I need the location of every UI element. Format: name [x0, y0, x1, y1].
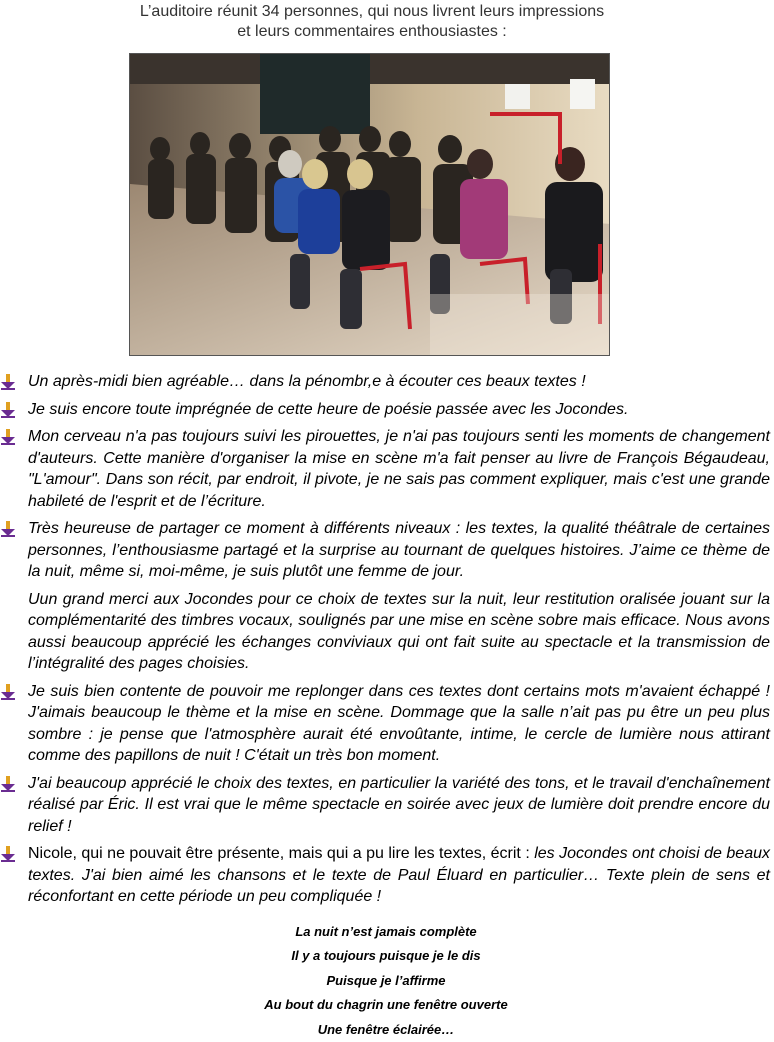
intro-line-1: L’auditoire réunit 34 personnes, qui nous livrent leurs impressions [139, 3, 605, 20]
comment-text: J'ai beaucoup apprécié le choix des textes, en particulier la variété des tons, et le travail d'enchaînement réalisé par Éric. Il est vrai que le même spectacle en soirée avec jeux de lumière doit prendre encore du relief ! [28, 774, 770, 835]
arrow-down-bullet-icon [0, 776, 16, 792]
poem-line: Puisque je l’affirme [326, 972, 446, 988]
comment-text: Très heureuse de partager ce moment à différents niveaux : les textes, la qualité théâtrale de certaines personnes, l’enthousiasme partagé et la surprise au tournant de quelques histoires. J’aime ce thème de la nuit, même si, moi-même, je suis plutôt une femme de jour. [28, 520, 770, 580]
arrow-down-bullet-icon [0, 521, 16, 537]
arrow-down-bullet-icon [0, 374, 16, 390]
audience-photo [129, 53, 610, 356]
poem-line: La nuit n’est jamais complète [295, 924, 477, 939]
list-item [0, 773, 770, 838]
arrow-down-bullet-icon [0, 402, 16, 418]
list-item [0, 399, 770, 421]
comments-list [0, 371, 770, 914]
comment-text: Je suis encore toute imprégnée de cette heure de poésie passée avec les Jocondes. [28, 400, 629, 418]
list-item [0, 426, 770, 512]
nicole-quote: les Jocondes ont choisi de beaux textes. J'ai bien aimé les chansons et le texte de Paul Éluard en particulier… Texte plein de sens et réconfortant en cette période un peu compliquée ! [28, 845, 770, 905]
poem-line: Une fenêtre éclairée… [317, 1021, 455, 1037]
nicole-comment [28, 843, 770, 908]
intro-line-2: et leurs commentaires enthousiastes : [237, 23, 507, 40]
comment-text: Un après-midi bien agréable… dans la pénombr,e à écouter ces beaux textes ! [28, 373, 586, 390]
comment-text: Mon cerveau n'a pas toujours suivi les pirouettes, je n'ai pas toujours senti les moments de changement d'auteurs. Cette manière d'organiser la mise en scène m'a fait penser au livre de François Bégaudeau, "L'amour". Dans son récit, par endroit, il pivote, je ne sais pas comment expliquer, mais c'est une grande habileté de l'esprit et de l’écriture. [28, 428, 770, 510]
poem-line: Il y a toujours puisque je le dis [291, 948, 481, 964]
nicole-lead: Nicole, qui ne pouvait être présente, mais qui a pu lire les textes, écrit : [28, 845, 535, 862]
list-item [0, 589, 770, 675]
list-item [0, 843, 770, 908]
list-item [0, 371, 770, 393]
list-item [0, 681, 770, 767]
audience-photo-illustration [130, 54, 610, 356]
poem-line: Au bout du chagrin une fenêtre ouverte [264, 997, 508, 1013]
poem-excerpt [0, 920, 774, 1042]
arrow-down-bullet-icon [0, 429, 16, 445]
comment-text: Je suis bien contente de pouvoir me replonger dans ces textes dont certains mots m'avaient échappé ! J'aimais beaucoup le thème et la mise en scène. Dommage que la salle n’ait pas pu être un peu plus sombre : je pense que l'atmosphère aurait été envoûtante, intime, le cercle de lumière nous attirant comme des papillons de nuit ! C'était un très bon moment. [28, 682, 770, 764]
arrow-down-bullet-icon [0, 846, 16, 862]
comment-text: Uun grand merci aux Jocondes pour ce choix de textes sur la nuit, leur restitution oralisée jouant sur la complémentarité des timbres vocaux, soulignés par une mise en scène sobre mais efficace. Nous avons aussi beaucoup apprécié les échanges conviviaux qui ont fait suite au spectacle et la transmission de l’intégralité des pages choisies. [28, 590, 770, 672]
arrow-down-bullet-icon [0, 684, 16, 700]
list-item [0, 518, 770, 583]
intro-text [0, 2, 774, 42]
